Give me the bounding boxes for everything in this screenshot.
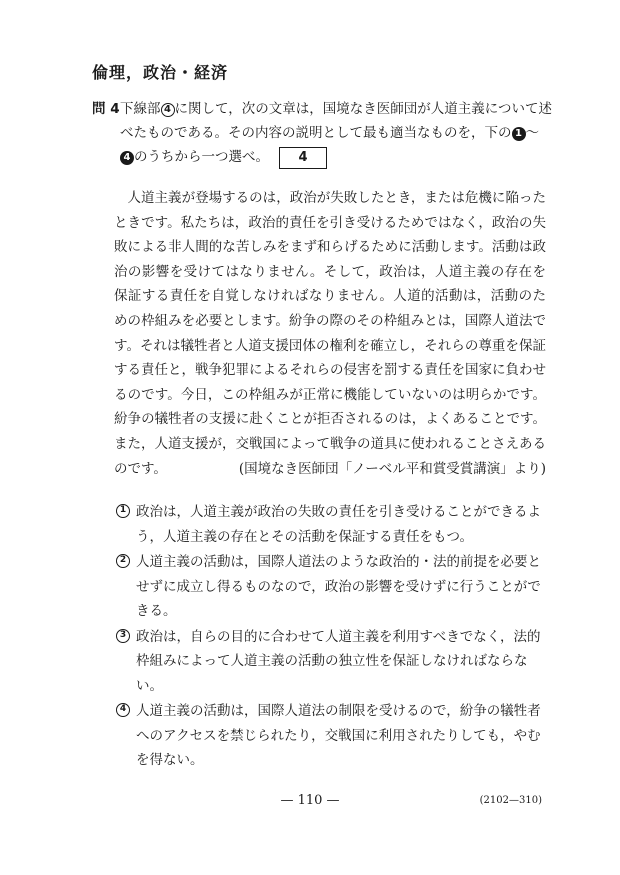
passage — [114, 186, 546, 481]
choice-text-2: 人道主義の活動は，国際人道法のような政治的・法的前提を必要とせずに成立し得るものなので，政治の影響を受けずに行うことができる。 — [136, 554, 541, 619]
choice-text-4: 人道主義の活動は，国際人道法の制限を受けるので，紛争の犠牲者へのアクセスを禁じられたり，交戦国に利用されたりしても，やむを得ない。 — [136, 703, 541, 768]
question-text-middle: に関して，次の文章は，国境なき医師団が人道主義について述べたものである。その内容の説明として最も適当なものを，下の — [120, 101, 552, 141]
document-code: (2102—310) — [479, 795, 542, 806]
source-citation: (国境なき医師団「ノーベル平和賞受賞講演」より) — [238, 461, 546, 477]
answer-box[interactable]: 4 — [279, 147, 327, 169]
question-text-before: 下線部 — [120, 101, 161, 117]
choice-number-4: 4 — [116, 703, 130, 717]
question — [92, 97, 552, 169]
underline-marker: 4 — [161, 103, 175, 117]
question-text — [120, 97, 552, 169]
question-number: 問 4 — [92, 101, 120, 117]
range-end-marker: 4 — [120, 151, 134, 165]
passage-text: 人道主義が登場するのは，政治が失敗したとき，または危機に陥ったときです。私たちは，政治的責任を引き受けるためではなく，政治の失敗による非人間的な苦しみをまず和らげるために活動します。活動は政治の影響を受けてはなりません。そして，政治は，人道主義の存在を保証する責任を自覚しなければなりません。人道的活動は，活動のための枠組みを必要とします。紛争の際のその枠組みとは，国際人道法です。それは犠牲者と人道支援団体の権利を確立し，それらの尊重を保証する責任と，戦争犯罪によるそれらの侵害を罰する責任を国家に負わせるのです。今日，この枠組みが正常に機能していないのは明らかです。紛争の犠牲者の支援に赴くことが拒否されるのは，よくあることです。また，人道支援が，交戦国によって戦争の道具に使われることさえあるのです。 — [114, 190, 546, 477]
section-title: 倫理，政治・経済 — [92, 63, 229, 82]
choice-1[interactable] — [116, 500, 546, 549]
choice-number-1: 1 — [116, 504, 130, 518]
choice-text-1: 政治は，人道主義が政治の失敗の責任を引き受けることができるよう，人道主義の存在とその活動を保証する責任をもつ。 — [136, 504, 541, 545]
choice-list — [116, 500, 546, 774]
choice-number-2: 2 — [116, 554, 130, 568]
range-separator: ～ — [525, 125, 539, 141]
page-number: — 110 — — [280, 793, 340, 808]
choice-4[interactable] — [116, 699, 546, 773]
choice-number-3: 3 — [116, 629, 130, 643]
choice-text-3: 政治は，自らの目的に合わせて人道主義を利用すべきでなく，法的枠組みによって人道主義の活動の独立性を保証しなければならない。 — [136, 628, 541, 694]
choice-3[interactable] — [116, 625, 546, 699]
range-start-marker: 1 — [512, 127, 526, 141]
question-text-after: のうちから一つ選べ。 — [134, 149, 269, 165]
choice-2[interactable] — [116, 550, 546, 624]
